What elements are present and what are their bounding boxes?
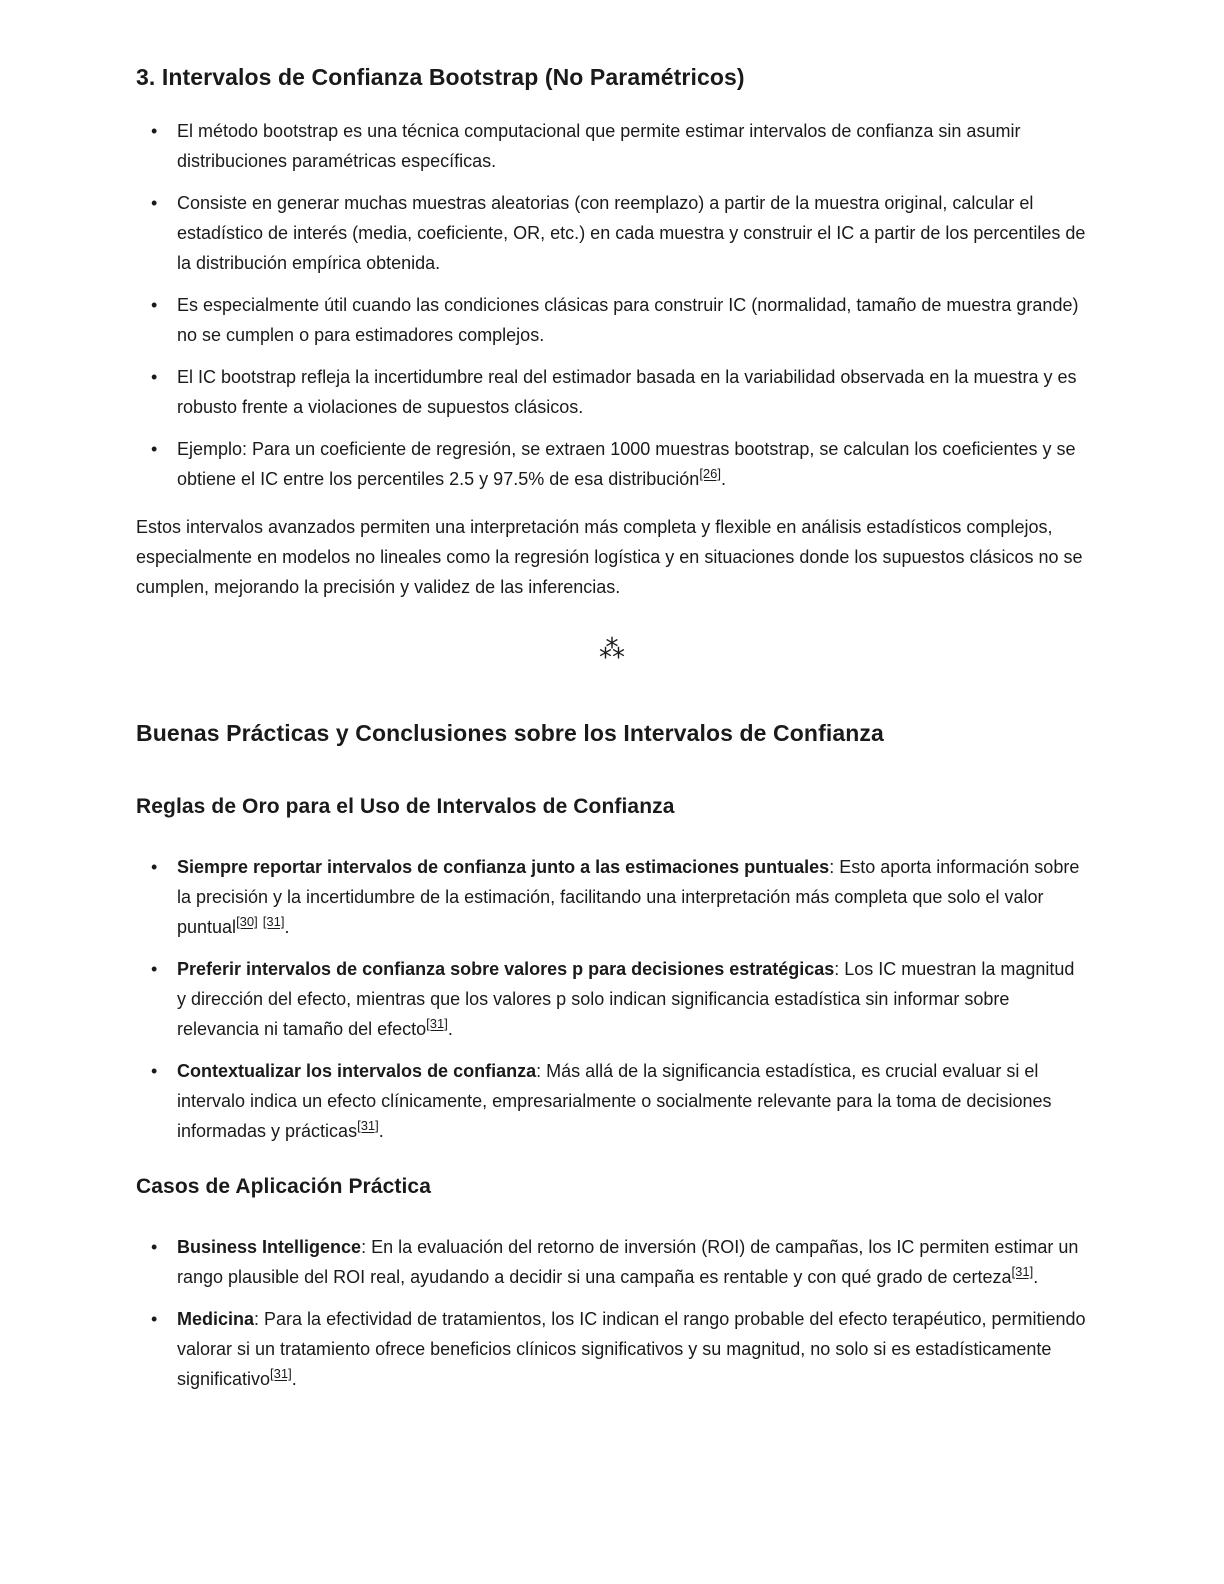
- bullet-text: : Los IC muestran la magnitud y dirección del efecto, mientras que los valores p solo indican significancia estadística sin informar sobre relevancia ni tamaño del efecto: [177, 959, 1075, 1039]
- sentence-end: .: [378, 1121, 384, 1141]
- bullet-text: Es especialmente útil cuando las condiciones clásicas para construir IC (normalidad, tamaño de muestra grande) no se cumplen o para estimadores complejos.: [177, 295, 1079, 345]
- bullet-marker: •: [151, 959, 158, 979]
- bullet-lead: Business Intelligence: [177, 1237, 362, 1257]
- citation-link-31[interactable]: [31]: [426, 1016, 448, 1031]
- golden-rules-list: [136, 852, 1088, 1146]
- bullet-text: Ejemplo: Para un coeficiente de regresión, se extraen 1000 muestras bootstrap, se calculan los coeficientes y se obtiene el IC entre los percentiles 2.5 y 97.5% de esa distribución: [177, 439, 1076, 489]
- list-item: [136, 116, 1088, 176]
- bullet-text: : Más allá de la significancia estadística, es crucial evaluar si el intervalo indica un efecto clínicamente, empresarialmente o socialmente relevante para la toma de decisiones informadas y prácticas: [177, 1061, 1052, 1141]
- list-item: [136, 954, 1088, 1044]
- section-divider: [136, 632, 1088, 666]
- bullet-marker: •: [151, 367, 158, 387]
- closing-paragraph: Estos intervalos avanzados permiten una interpretación más completa y flexible en análisis estadísticos complejos, especialmente en modelos no lineales como la regresión logística y en situaciones donde los supuestos clásicos no se cumplen, mejorando la precisión y validez de las inferencias.: [136, 517, 1083, 597]
- list-item: [136, 290, 1088, 350]
- list-item: [136, 852, 1088, 942]
- bootstrap-list: [136, 116, 1088, 494]
- asterism-divider-glyph: ⁂: [599, 634, 625, 664]
- use-cases-list: [136, 1232, 1088, 1394]
- list-item: [136, 1232, 1088, 1292]
- sentence-end: .: [284, 917, 290, 937]
- bullet-marker: •: [151, 121, 158, 141]
- heading-bootstrap-intervals: 3. Intervalos de Confianza Bootstrap (No Paramétricos): [136, 64, 745, 90]
- heading-golden-rules: Reglas de Oro para el Uso de Intervalos de Confianza: [136, 795, 675, 818]
- citation-link-30[interactable]: [30]: [236, 914, 258, 929]
- citation-link-31[interactable]: [31]: [1011, 1264, 1034, 1279]
- bullet-text: : En la evaluación del retorno de inversión (ROI) de campañas, los IC permiten estimar un rango plausible del ROI real, ayudando a decidir si una campaña es rentable y con qué grado de certeza: [177, 1237, 1079, 1287]
- bullet-text: El método bootstrap es una técnica computacional que permite estimar intervalos de confianza sin asumir distribuciones paramétricas específicas.: [177, 121, 1021, 171]
- sentence-end: .: [721, 469, 727, 489]
- list-item: [136, 1056, 1088, 1146]
- bullet-marker: •: [151, 1237, 158, 1257]
- bullet-text: Consiste en generar muchas muestras aleatorias (con reemplazo) a partir de la muestra original, calcular el estadístico de interés (media, coeficiente, OR, etc.) en cada muestra y construir el IC a partir de los percentiles de la distribución empírica obtenida.: [177, 193, 1086, 273]
- bullet-marker: •: [151, 295, 158, 315]
- citation-link-31[interactable]: [31]: [262, 914, 285, 929]
- list-item: [136, 362, 1088, 422]
- bullet-text: El IC bootstrap refleja la incertidumbre real del estimador basada en la variabilidad observada en la muestra y es robusto frente a violaciones de supuestos clásicos.: [177, 367, 1077, 417]
- bullet-marker: •: [151, 857, 158, 877]
- bullet-lead: Medicina: [177, 1309, 255, 1329]
- bullet-text: : Esto aporta información sobre la precisión y la incertidumbre de la estimación, facilitando una interpretación más completa que solo el valor puntual: [177, 857, 1080, 937]
- sentence-end: .: [447, 1019, 453, 1039]
- bullet-marker: •: [151, 193, 158, 213]
- heading-use-cases: Casos de Aplicación Práctica: [136, 1175, 431, 1198]
- sentence-end: .: [291, 1369, 297, 1389]
- heading-best-practices: Buenas Prácticas y Conclusiones sobre los Intervalos de Confianza: [136, 720, 884, 746]
- citation-link-31[interactable]: [31]: [357, 1118, 379, 1133]
- bullet-lead: Contextualizar los intervalos de confianza: [177, 1061, 537, 1081]
- list-item: [136, 188, 1088, 278]
- sentence-end: .: [1033, 1267, 1039, 1287]
- bullet-marker: •: [151, 1309, 158, 1329]
- bullet-lead: Preferir intervalos de confianza sobre valores p para decisiones estratégicas: [177, 959, 835, 979]
- list-item: [136, 434, 1088, 494]
- list-item: [136, 1304, 1088, 1394]
- citation-link-26[interactable]: [26]: [699, 466, 721, 481]
- bullet-text: : Para la efectividad de tratamientos, los IC indican el rango probable del efecto terapéutico, permitiendo valorar si un tratamiento ofrece beneficios clínicos significativos y su magnitud, no solo si es estadísticamente significativo: [177, 1309, 1086, 1389]
- bullet-marker: •: [151, 1061, 158, 1081]
- bullet-lead: Siempre reportar intervalos de confianza junto a las estimaciones puntuales: [177, 857, 830, 877]
- citation-link-31[interactable]: [31]: [270, 1366, 292, 1381]
- bullet-marker: •: [151, 439, 158, 459]
